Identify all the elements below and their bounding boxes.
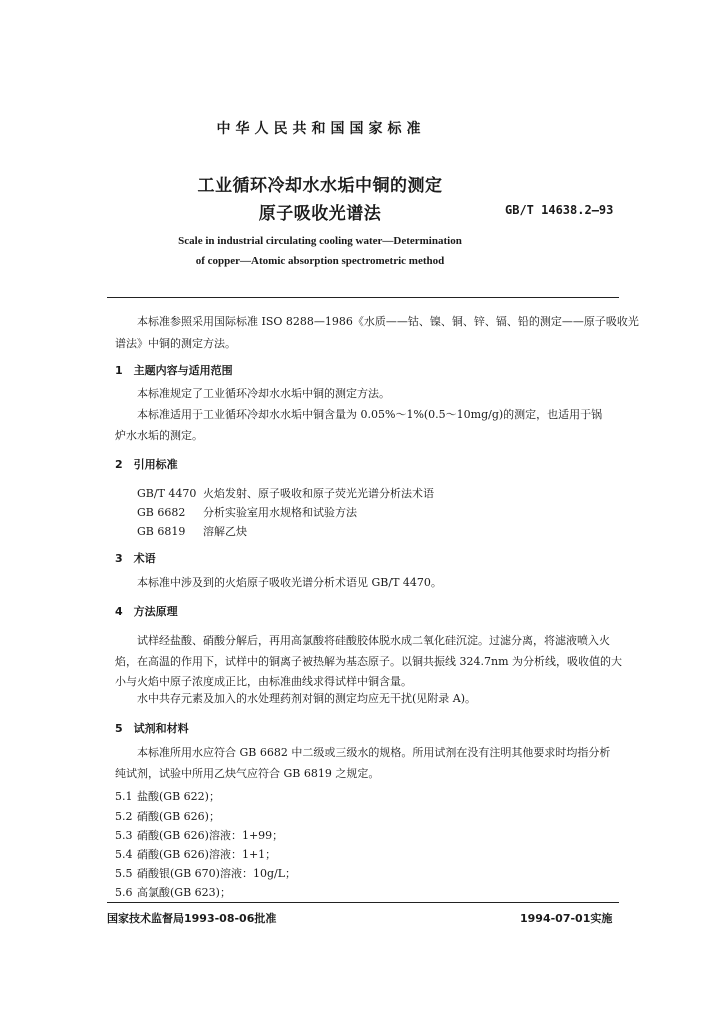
reagent-text: 高氯酸(GB 623)； [137, 886, 231, 899]
section-1-paragraph: 炉水水垢的测定。 [115, 429, 203, 442]
reagent-item [115, 884, 231, 900]
reagent-number: 5.2 [115, 810, 133, 823]
reagent-item [115, 865, 296, 881]
reference-code: GB/T 4470 [137, 487, 197, 500]
section-4-paragraph: 焰，在高温的作用下，试样中的铜离子被热解为基态原子。以铜共振线 324.7nm 为分析线，吸收值的大 [115, 655, 622, 668]
english-title-line1: Scale in industrial circulating cooling water—Determination [178, 235, 462, 247]
reference-title: 溶解乙炔 [203, 525, 247, 538]
reference-item [137, 504, 357, 520]
reagent-item [115, 788, 220, 804]
reagent-number: 5.6 [115, 886, 133, 899]
reference-code: GB 6682 [137, 506, 186, 519]
reagent-number: 5.1 [115, 790, 133, 803]
document-title-line2: 原子吸收光谱法 [258, 204, 382, 224]
section-4-heading: 4 方法原理 [115, 605, 178, 618]
english-title-line2: of copper—Atomic absorption spectrometric method [195, 255, 445, 267]
section-1-paragraph: 本标准规定了工业循环冷却水水垢中铜的测定方法。 [137, 387, 390, 400]
reagent-text: 硝酸(GB 626)； [137, 810, 220, 823]
reagent-text: 硝酸(GB 626)溶液：1+99； [137, 829, 284, 842]
section-4-paragraph: 水中共存元素及加入的水处理药剂对铜的测定均应无干扰(见附录 A)。 [137, 692, 477, 705]
approval-date: 国家技术监督局1993-08-06批准 [107, 912, 277, 925]
section-3-paragraph: 本标准中涉及到的火焰原子吸收光谱分析术语见 GB/T 4470。 [137, 576, 442, 589]
section-1-paragraph: 本标准适用于工业循环冷却水水垢中铜含量为 0.05%～1%(0.5～10mg/g)的测定，也适用于锅 [137, 408, 603, 421]
section-5-paragraph: 纯试剂，试验中所用乙炔气应符合 GB 6819 之规定。 [115, 767, 380, 780]
intro-paragraph-line1: 本标准参照采用国际标准 ISO 8288—1986《水质——钴、镍、铜、锌、镉、铅的测定——原子吸收光 [137, 315, 639, 328]
reagent-text: 硝酸(GB 626)溶液：1+1； [137, 848, 277, 861]
standard-category-header: 中华人民共和国国家标准 [216, 121, 426, 137]
reference-item [137, 485, 434, 501]
reagent-number: 5.5 [115, 867, 133, 880]
section-5-heading: 5 试剂和材料 [115, 722, 189, 735]
section-4-paragraph: 小与火焰中原子浓度成正比，由标准曲线求得试样中铜含量。 [115, 675, 412, 688]
reagent-text: 硝酸银(GB 670)溶液：10g/L； [137, 867, 296, 880]
reagent-number: 5.3 [115, 829, 133, 842]
reagent-number: 5.4 [115, 848, 133, 861]
header-divider [107, 297, 619, 298]
reagent-item [115, 846, 276, 862]
standard-code: GB/T 14638.2—93 [505, 203, 614, 217]
reagent-item [115, 808, 220, 824]
section-5-paragraph: 本标准所用水应符合 GB 6682 中二级或三级水的规格。所用试剂在没有注明其他要求时均指分析 [137, 746, 611, 759]
document-title-line1: 工业循环冷却水水垢中铜的测定 [197, 176, 443, 196]
reference-title: 火焰发射、原子吸收和原子荧光光谱分析法术语 [203, 487, 434, 500]
effective-date: 1994-07-01实施 [520, 912, 613, 925]
footer-divider [107, 902, 619, 903]
reference-title: 分析实验室用水规格和试验方法 [203, 506, 357, 519]
reagent-text: 盐酸(GB 622)； [137, 790, 220, 803]
section-1-heading: 1 主题内容与适用范围 [115, 364, 233, 377]
reagent-item [115, 827, 283, 843]
reference-code: GB 6819 [137, 525, 186, 538]
section-4-paragraph: 试样经盐酸、硝酸分解后，再用高氯酸将硅酸胶体脱水成二氧化硅沉淀。过滤分离，将滤液喷入火 [137, 634, 610, 647]
section-3-heading: 3 术语 [115, 552, 156, 565]
intro-paragraph-line2: 谱法》中铜的测定方法。 [115, 337, 236, 350]
section-2-heading: 2 引用标准 [115, 458, 178, 471]
reference-item [137, 523, 247, 539]
